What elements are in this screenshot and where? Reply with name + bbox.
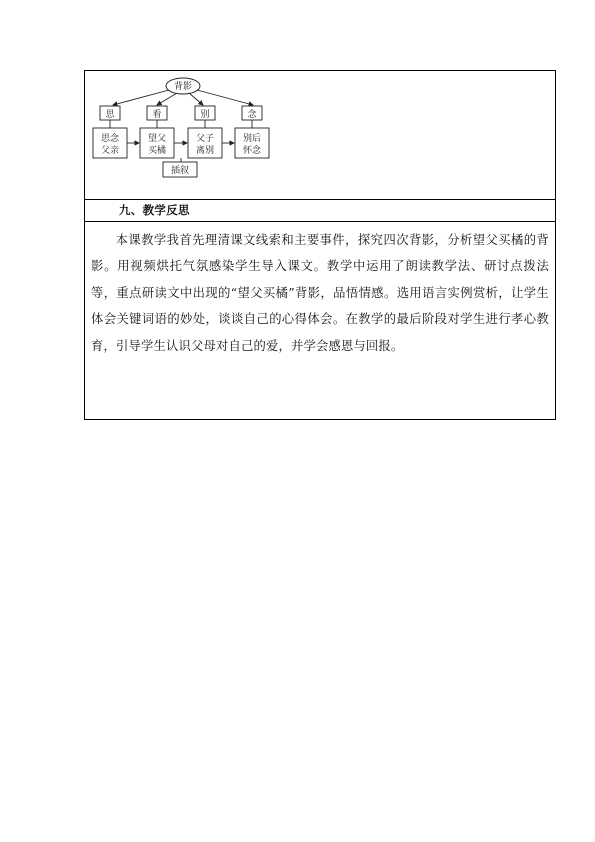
diagram-top-label: 背影 (173, 82, 193, 92)
diagram-row2-line: 思念 (100, 134, 120, 144)
diagram-row2-line: 怀念 (242, 146, 262, 156)
section-title: 九、教学反思 (119, 203, 190, 217)
diagram-row1-label: 看 (152, 110, 162, 120)
diagram-bottom-label: 插叙 (170, 166, 190, 176)
diagram-row1-label: 思 (105, 110, 115, 120)
reflection-paragraph: 本课教学我首先理清课文线索和主要事件，探究四次背影，分析望父买橘的背影。用视频烘托气氛感染学生导入课文。教学中运用了朗读教学法、研讨点拨法等，重点研读文中出现的“望父买橘”背影，品悟情感。选用语言实例赏析，让学生体会关键词语的妙处，谈谈自己的心得体会。在教学的最后阶段对学生进行孝心教育，引导学生认识父母对自己的爱，并学会感恩与回报。 (91, 233, 549, 353)
section-header-row (85, 199, 555, 222)
diagram-row1-label: 念 (247, 110, 257, 120)
diagram-row1-label: 别 (200, 110, 210, 120)
diagram-row2-line: 父亲 (100, 146, 120, 156)
diagram-row2-line: 买橘 (147, 146, 167, 156)
board-diagram (85, 71, 555, 199)
diagram-row2-line: 望父 (147, 134, 167, 144)
diagram-row2-line: 父子 (195, 134, 215, 144)
lesson-table (84, 70, 556, 420)
diagram-row1 (100, 106, 262, 120)
board-design-cell (85, 71, 555, 200)
diagram-row2-line: 离别 (195, 146, 215, 156)
diagram-row2-line: 别后 (242, 134, 262, 144)
diagram-vertical-connectors (110, 120, 252, 128)
diagram-top-arrows (113, 90, 253, 105)
